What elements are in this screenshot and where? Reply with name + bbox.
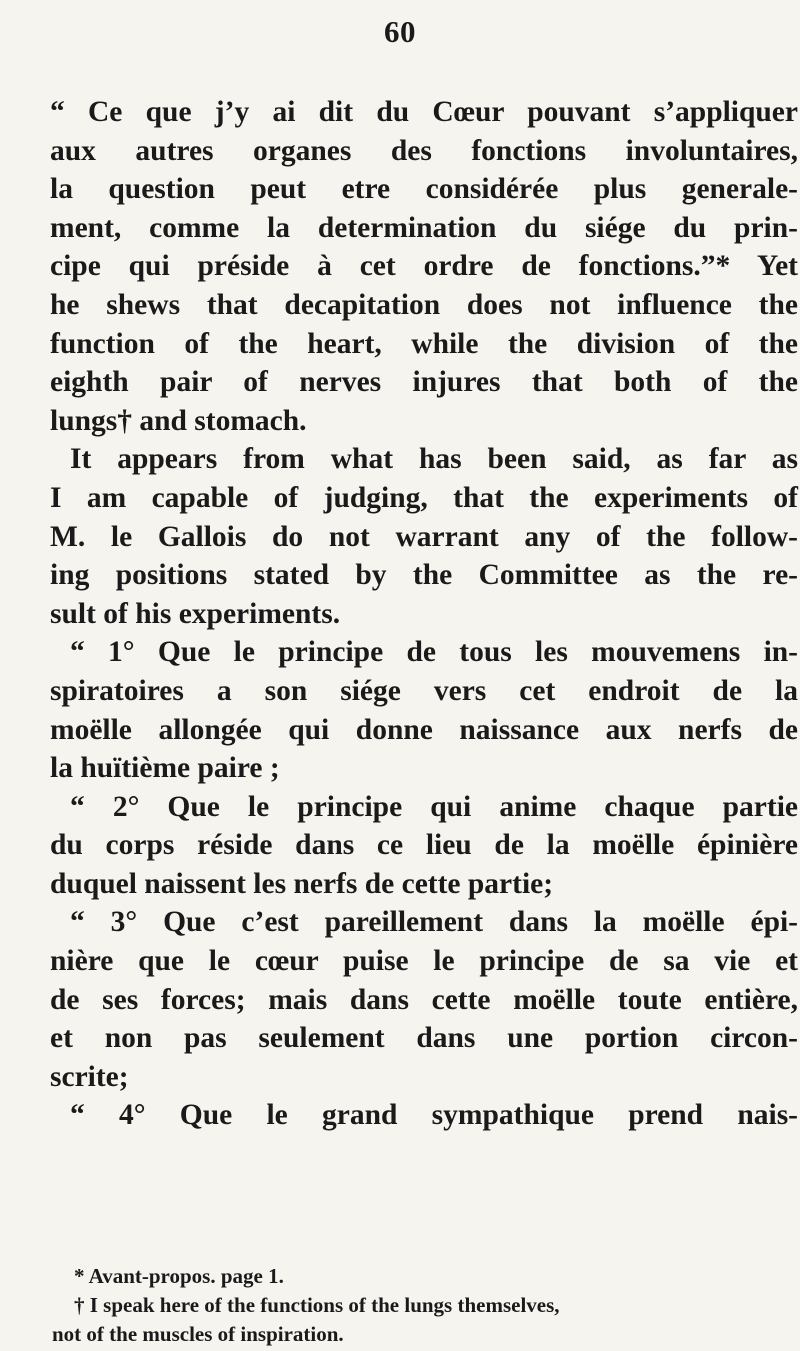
text-line: duquel naissent les nerfs de cette partie;	[50, 867, 554, 900]
text-line: moëlle allongée qui donne naissance aux nerfs de	[50, 713, 798, 746]
text-line: “ 2° Que le principe qui anime chaque partie	[70, 790, 798, 823]
text-line: function of the heart, while the division of the	[50, 327, 798, 360]
text-line: It appears from what has been said, as far as	[70, 443, 798, 476]
page-number: 60	[384, 14, 416, 49]
text-line: eighth pair of nerves injures that both of the	[50, 366, 798, 399]
text-line: lungs† and stomach.	[50, 404, 307, 437]
text-line: “ 1° Que le principe de tous les mouvemens in-	[70, 636, 798, 669]
body-text	[50, 93, 798, 1135]
text-line: M. le Gallois do not warrant any of the follow-	[50, 520, 798, 553]
text-line: “ 4° Que le grand sympathique prend nais-	[70, 1099, 798, 1132]
text-line: scrite;	[50, 1060, 129, 1093]
text-line: la huïtième paire ;	[50, 752, 280, 785]
text-line: spiratoires a son siége vers cet endroit de la	[50, 674, 798, 707]
text-line: du corps réside dans ce lieu de la moëlle épinière	[50, 829, 798, 862]
text-line: I am capable of judging, that the experiments of	[50, 481, 798, 514]
footnote: not of the muscles of inspiration.	[52, 1322, 344, 1346]
text-line: la question peut etre considérée plus generale-	[50, 173, 798, 206]
text-line: ing positions stated by the Committee as the re-	[50, 559, 798, 592]
footnote: * Avant-propos. page 1.	[74, 1264, 284, 1288]
footnote: † I speak here of the functions of the lungs themselves,	[74, 1293, 560, 1317]
text-line: nière que le cœur puise le principe de sa vie et	[50, 945, 798, 978]
text-line: ment, comme la determination du siége du prin-	[50, 211, 798, 244]
text-line: sult of his experiments.	[50, 597, 341, 630]
text-line: “ 3° Que c’est pareillement dans la moëlle épi-	[70, 906, 798, 939]
text-line: aux autres organes des fonctions involuntaires,	[50, 134, 798, 167]
text-line: et non pas seulement dans une portion circon-	[50, 1022, 798, 1055]
text-line: de ses forces; mais dans cette moëlle toute entière,	[50, 983, 798, 1016]
text-line: cipe qui préside à cet ordre de fonctions.”* Yet	[50, 250, 798, 283]
footnotes	[52, 1262, 796, 1349]
text-line: “ Ce que j’y ai dit du Cœur pouvant s’appliquer	[50, 96, 798, 128]
text-line: he shews that decapitation does not influence the	[50, 288, 798, 321]
